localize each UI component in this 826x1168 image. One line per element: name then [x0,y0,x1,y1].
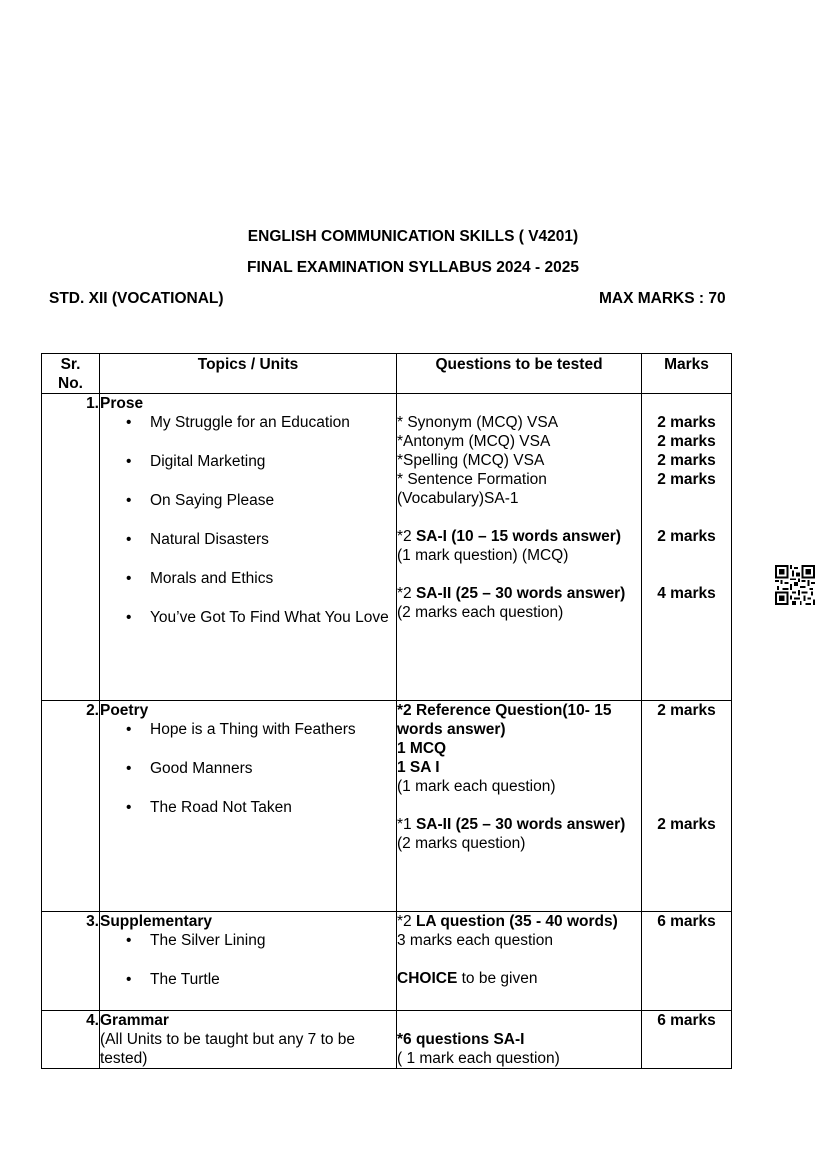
list-item: • You’ve Got To Find What You Love [150,608,396,627]
sr-no: 1. [42,394,100,701]
list-item: • Morals and Ethics [150,569,396,588]
questions-cell [397,394,642,701]
question-note: (1 mark question) (MCQ) [397,547,569,564]
syllabus-table [41,353,732,1069]
marks-value: 2 marks [657,414,716,431]
marks-cell [642,701,732,912]
question-note: ( 1 mark each question) [397,1050,560,1067]
question-note: (2 marks question) [397,835,526,852]
list-item: • Natural Disasters [150,530,396,549]
document-title: ENGLISH COMMUNICATION SKILLS ( V4201) [247,228,579,245]
choice-text: to be given [457,970,538,987]
marks-value: 2 marks [657,528,716,545]
list-item: • The Silver Lining [150,931,396,950]
table-row [42,701,732,912]
marks-value: 6 marks [657,913,716,930]
list-item: • The Turtle [150,970,396,989]
question-line [397,912,641,931]
unit-heading: Prose [100,395,144,412]
question-type: *2 Reference Question(10- 15 words answer) [397,702,612,738]
question-line [397,815,641,834]
unit-heading: Grammar [100,1012,169,1029]
questions-cell [397,912,642,1011]
marks-value: 6 marks [657,1012,716,1029]
marks-value: 2 marks [657,471,716,488]
question-line: * Synonym (MCQ) VSA [397,414,559,431]
question-prefix: *2 [397,913,416,930]
table-row [42,394,732,701]
question-note: (1 mark each question) [397,778,556,795]
question-type: SA-II (25 – 30 words answer) [415,816,626,833]
table-row [42,912,732,1011]
question-prefix: *1 [397,816,416,833]
col-header-questions: Questions to be tested [397,354,642,394]
topics-cell [100,394,397,701]
col-header-no: No. [58,375,83,392]
question-line: * Sentence Formation (Vocabulary)SA-1 [397,471,547,507]
col-header-sr: Sr. [60,356,81,373]
list-item: • Hope is a Thing with Feathers [150,720,396,739]
choice-label: CHOICE [397,970,458,987]
class-label: STD. XII (VOCATIONAL) [49,290,224,307]
questions-cell [397,701,642,912]
col-header-topics: Topics / Units [100,354,397,394]
marks-cell [642,912,732,1011]
unit-heading: Supplementary [100,913,212,930]
question-line: *Spelling (MCQ) VSA [397,452,545,469]
topics-cell [100,701,397,912]
question-type: SA-I (10 – 15 words answer) [415,528,621,545]
topics-cell [100,912,397,1011]
max-marks-label: MAX MARKS : 70 [599,290,726,307]
marks-value: 2 marks [657,702,716,719]
question-line [397,969,641,988]
question-note: 3 marks each question [397,932,553,949]
list-item: • Digital Marketing [150,452,396,471]
topics-cell [100,1011,397,1069]
qr-code-icon [775,565,815,605]
question-line: 1 MCQ [397,740,447,757]
question-line [397,584,641,603]
sr-no: 4. [42,1011,100,1069]
sr-no: 3. [42,912,100,1011]
question-type: SA-II (25 – 30 words answer) [415,585,626,602]
sr-no: 2. [42,701,100,912]
list-item: • On Saying Please [150,491,396,510]
document-subtitle: FINAL EXAMINATION SYLLABUS 2024 - 2025 [247,259,579,276]
marks-value: 2 marks [657,816,716,833]
marks-cell [642,1011,732,1069]
col-header-marks: Marks [642,354,732,394]
list-item: • Good Manners [150,759,396,778]
marks-cell [642,394,732,701]
topic-list [100,931,396,989]
question-prefix: *2 [397,528,416,545]
marks-value: 2 marks [657,433,716,450]
question-line [397,527,641,546]
question-type: *6 questions SA-I [397,1031,525,1048]
list-item: • My Struggle for an Education [150,413,396,432]
col-header-sr-no [42,354,100,394]
question-line: 1 SA I [397,759,440,776]
table-row [42,1011,732,1069]
list-item: • The Road Not Taken [150,798,396,817]
topic-list [100,720,396,817]
question-line: *Antonym (MCQ) VSA [397,433,551,450]
unit-note: (All Units to be taught but any 7 to be tested) [100,1031,356,1067]
question-prefix: *2 [397,585,416,602]
topic-list [100,413,396,627]
question-type: LA question (35 - 40 words) [415,913,618,930]
marks-value: 4 marks [657,585,716,602]
marks-value: 2 marks [657,452,716,469]
unit-heading: Poetry [100,702,149,719]
question-note: (2 marks each question) [397,604,564,621]
questions-cell [397,1011,642,1069]
table-header-row [42,354,732,394]
